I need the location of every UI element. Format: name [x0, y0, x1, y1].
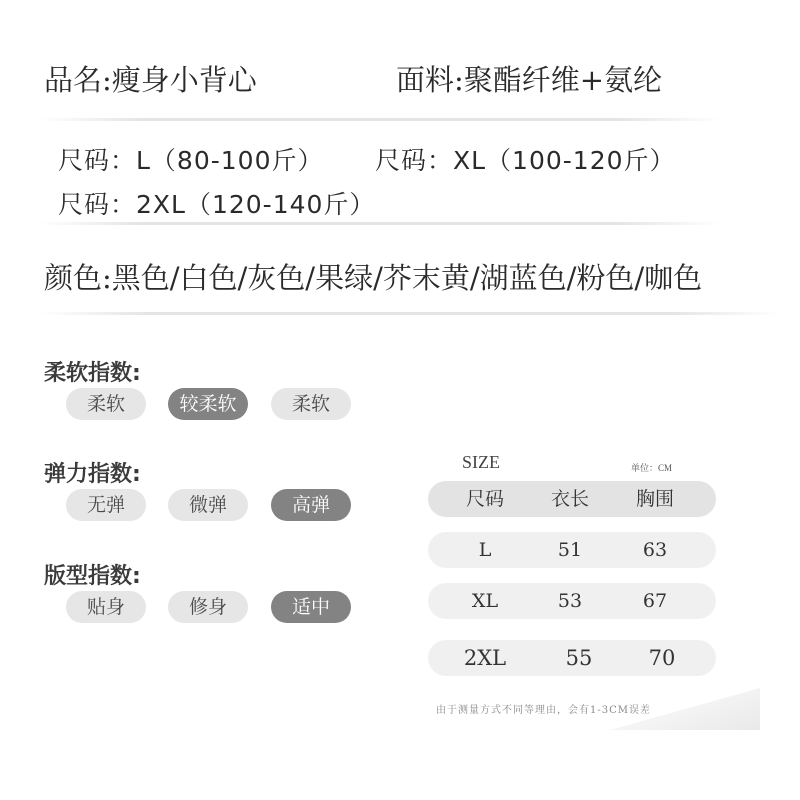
row-length: 51 — [557, 539, 583, 561]
row-length: 55 — [565, 646, 593, 670]
row-chest: 70 — [648, 646, 676, 670]
row-size: L — [478, 539, 492, 561]
header-size: 尺码 — [465, 488, 504, 510]
softness-option-fairly-soft: 较柔软 — [168, 388, 248, 420]
softness-option-soft-2: 柔软 — [271, 388, 351, 420]
row-chest: 63 — [642, 539, 668, 561]
elasticity-index-label: 弹力指数: — [44, 462, 141, 487]
size-xl: 尺码：XL（100-120斤） — [375, 146, 676, 175]
fit-index-label: 版型指数: — [44, 564, 141, 589]
header-length: 衣长 — [550, 488, 589, 510]
size-2xl: 尺码：2XL（120-140斤） — [58, 190, 376, 219]
fit-option-tight: 贴身 — [66, 591, 146, 623]
row-size: 2XL — [463, 646, 507, 670]
softness-option-soft: 柔软 — [66, 388, 146, 420]
softness-index-label: 柔软指数: — [44, 361, 141, 386]
color-list: 颜色:黑色/白色/灰色/果绿/芥末黄/湖蓝色/粉色/咖色 — [44, 261, 703, 295]
divider-2 — [40, 222, 720, 225]
size-table-unit: 单位：CM — [631, 463, 673, 473]
divider-1 — [40, 118, 720, 121]
elasticity-option-none: 无弹 — [66, 489, 146, 521]
table-row — [428, 640, 716, 676]
divider-3 — [40, 312, 780, 315]
size-l: 尺码：L（80-100斤） — [58, 146, 324, 175]
table-row — [428, 583, 716, 619]
size-table-header — [428, 481, 716, 517]
row-length: 53 — [557, 590, 583, 612]
product-name: 品名:瘦身小背心 — [44, 63, 257, 97]
header-chest: 胸围 — [635, 488, 674, 510]
fit-option-slim: 修身 — [168, 591, 248, 623]
elasticity-option-slight: 微弹 — [168, 489, 248, 521]
product-fabric: 面料:聚酯纤维+氨纶 — [396, 63, 663, 97]
fit-option-regular: 适中 — [271, 591, 351, 623]
row-size: XL — [471, 590, 499, 612]
elasticity-option-high: 高弹 — [271, 489, 351, 521]
size-table-title: SIZE — [462, 452, 500, 472]
measurement-note: 由于测量方式不同等理由，会有1-3CM误差 — [436, 705, 651, 716]
table-row — [428, 532, 716, 568]
row-chest: 67 — [642, 590, 668, 612]
